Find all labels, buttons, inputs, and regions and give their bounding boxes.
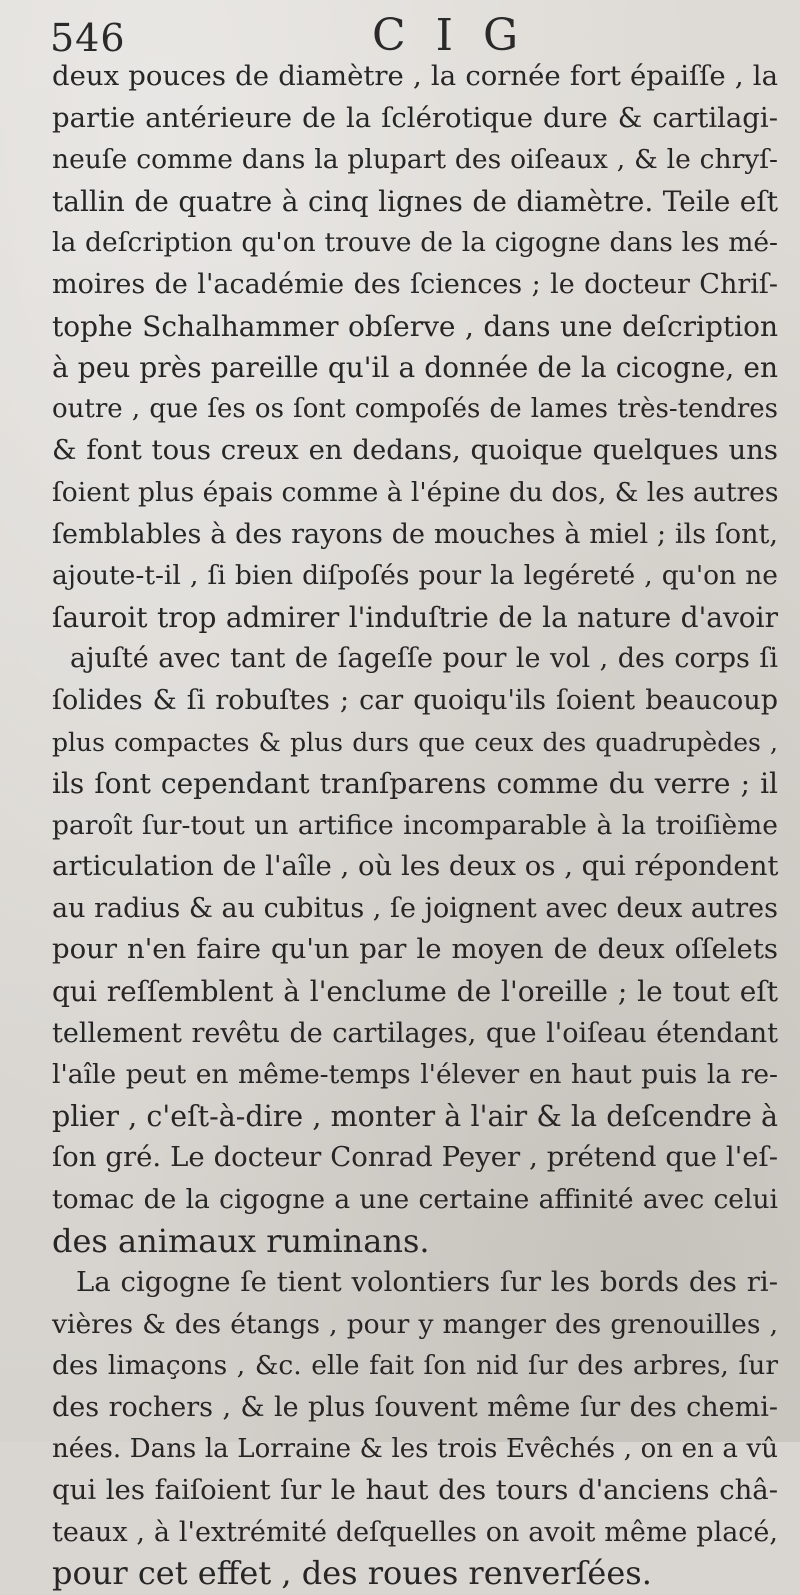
text-line: ſon gré. Le docteur Conrad Peyer , prétend que l'eſ- [52,1141,778,1174]
text-line: tallin de quatre à cinq lignes de diamètre. Teile eſt [52,184,778,218]
text-line: ils ſont cependant tranſparens comme du verre ; il [52,767,778,801]
text-line: ſemblables à des rayons de mouches à miel ; ils ſont, [52,518,778,550]
text-line: teaux , à l'extrémité deſquelles on avoit même placé, [52,1516,778,1548]
page-number: 546 [50,16,126,60]
paragraph-end-line: des animaux ruminans. [52,1221,430,1260]
text-line: la deſcription qu'on trouve de la cigogne dans les mé- [52,227,778,259]
text-line: vières & des étangs , pour y manger des grenouilles , [52,1308,778,1340]
text-line: ſoient plus épais comme à l'épine du dos, & les autres [52,476,779,508]
paragraph-start-line: La cigogne ſe tient volontiers ſur les bords des ri- [76,1266,778,1299]
text-line: plus compactes & plus durs que ceux des quadrupèdes , [52,727,778,757]
text-line: pour n'en faire qu'un par le moyen de deux oſſelets [52,933,778,966]
text-line: & font tous creux en dedans, quoique quelques uns [52,434,778,467]
text-line: au radius & au cubitus , ſe joignent avec deux autres [52,892,778,924]
text-line: moires de l'académie des ſciences ; le docteur Chriſ- [52,268,778,300]
page-header [0,10,800,61]
text-line: à peu près pareille qu'il a donnée de la cicogne, en [52,351,778,385]
text-line: tellement revêtu de cartilages, que l'oiſeau étendant [52,1017,778,1049]
text-line: ajoute-t-il , ſi bien diſpoſés pour la legéreté , qu'on ne [52,560,778,592]
text-line: neuſe comme dans la plupart des oiſeaux , & le chryſ- [52,144,778,176]
text-line: tomac de la cigogne a une certaine affinité avec celui [52,1184,778,1216]
text-line: qui les faiſoient ſur le haut des tours d'anciens châ- [52,1474,778,1507]
text-line: articulation de l'aîle , où les deux os , qui répondent [52,850,779,883]
text-line: deux pouces de diamètre , la cornée fort épaiſſe , la [52,60,778,92]
text-line: des limaçons , &c. elle fait ſon nid ſur des arbres, ſur [52,1350,778,1382]
text-line: des rochers , & le plus ſouvent même ſur des chemi- [52,1392,778,1423]
text-line: partie antérieure de la ſclérotique dure & cartilagi- [52,101,778,134]
body-text [52,56,778,1595]
text-line: ajuſté avec tant de ſageſſe pour le vol , des corps ſi [70,643,778,675]
text-line: paroît ſur-tout un artifice incomparable à la troiſième [52,809,778,841]
text-line: l'aîle peut en même-temps l'élever en haut puis la re- [52,1059,778,1091]
text-line: nées. Dans la Lorraine & les trois Evêchés , on en a vû [52,1433,778,1464]
text-line: qui reſſemblent à l'enclume de l'oreille ; le tout eſt [52,975,778,1009]
running-head: C I G [372,10,527,61]
text-line: tophe Schalhammer obſerve , dans une deſcription [52,309,778,343]
text-line: ſolides & ſi robuſtes ; car quoiqu'ils ſoient beaucoup [52,684,778,716]
text-line: outre , que ſes os ſont compoſés de lames très-tendres [52,393,778,424]
paragraph-end-line: pour cet effet , des roues renverſées. [52,1554,652,1593]
text-line: ſauroit trop admirer l'induſtrie de la nature d'avoir [52,600,778,634]
text-line: plier , c'eſt-à-dire , monter à l'air & la deſcendre à [52,1099,778,1133]
